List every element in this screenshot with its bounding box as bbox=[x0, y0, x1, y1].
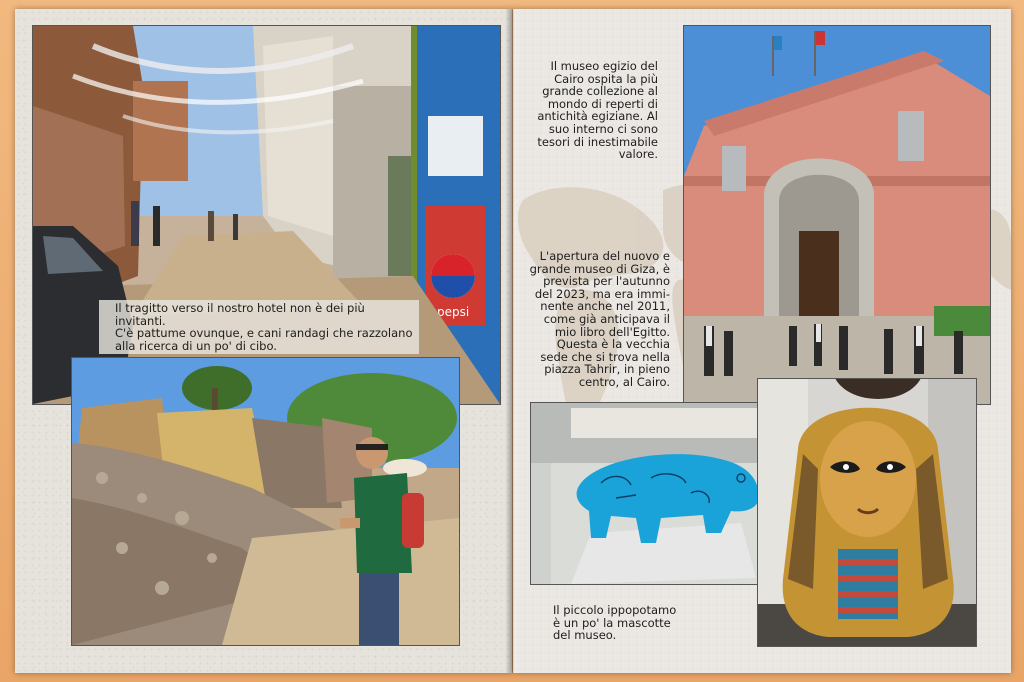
caption-street: Il tragitto verso il nostro hotel non è dei più invitanti. C'è pattume ovunque, e cani randagi che razzolano alla ricerca di un po' di cibo. bbox=[99, 300, 419, 354]
pepsi-sign-text: pepsi bbox=[437, 305, 470, 319]
photo-rubble-man bbox=[71, 357, 460, 646]
photo-egyptian-museum bbox=[683, 25, 991, 405]
caption-hippo: Il piccolo ippopotamo è un po' la mascotte del museo. bbox=[553, 603, 677, 643]
photo-golden-mask bbox=[757, 378, 977, 647]
caption-museum-new: L'apertura del nuovo e grande museo di Giza, è prevista per l'autunno del 2023, ma era immi- nente anche nel 2011, come già anticipava il mio libro dell'Egitto. Questa è la vecchia sede che si trova nella piazza Tahrir, in pieno centro, al Cairo. bbox=[529, 249, 670, 389]
photo-blue-hippo bbox=[530, 402, 775, 585]
caption-museum-intro: Il museo egizio del Cairo ospita la più grande collezione al mondo di reperti di antichità egiziane. Al suo interno ci sono tesori di inestimabile valore. bbox=[537, 59, 658, 162]
